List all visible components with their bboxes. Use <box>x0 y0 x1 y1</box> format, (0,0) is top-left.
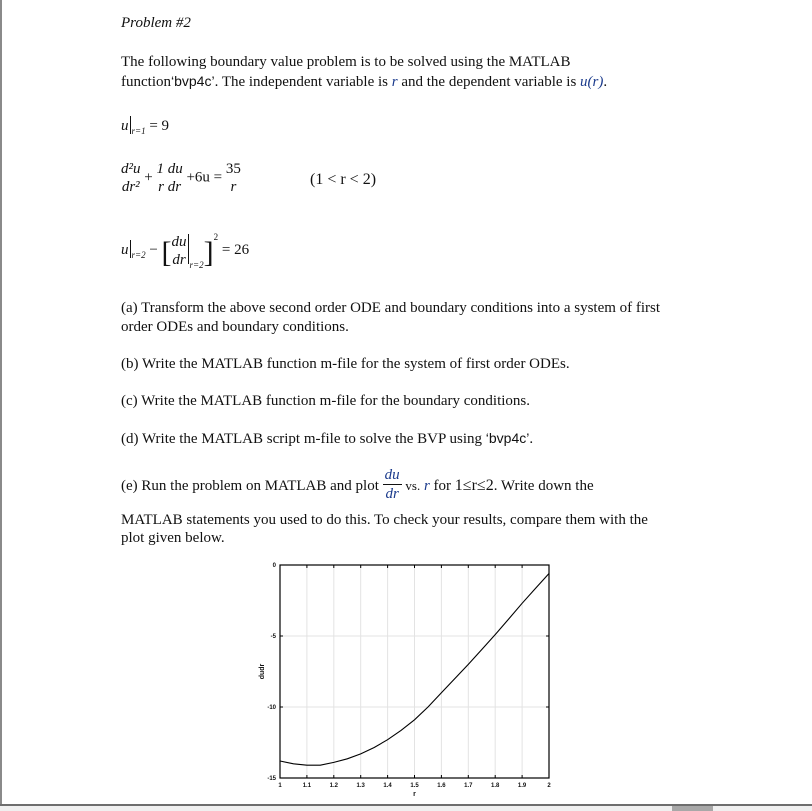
part-a-line-2: order ODEs and boundary conditions. <box>121 319 349 335</box>
independent-variable: r <box>391 74 398 90</box>
part-e-line-3: plot given below. <box>121 530 225 546</box>
x-tick-label: 2 <box>547 783 551 789</box>
x-tick-label: 1.8 <box>491 783 500 789</box>
dudr-plot <box>250 555 570 800</box>
intro-middle: . The independent variable is <box>214 74 389 90</box>
intro-line-1: The following boundary value problem is to be solved using the MATLAB <box>121 54 571 70</box>
x-axis-label: r <box>413 791 416 798</box>
boundary-condition-2: u $_{r=2}$ − [ du dr $_{r=2}$]$^2$ = 26 <box>121 232 250 270</box>
intro-middle-2: and the dependent variable is <box>401 74 577 90</box>
x-tick-label: 1.9 <box>517 783 527 789</box>
y-tick-label: -10 <box>267 705 276 711</box>
horizontal-scrollbar-thumb[interactable] <box>672 806 713 811</box>
bracket-fraction: du dr <box>171 233 187 268</box>
ode-equation <box>121 160 241 196</box>
term1-fraction: d²u dr² <box>121 161 141 195</box>
x-tick-label: 1.1 <box>302 783 312 789</box>
y-tick-label: -15 <box>267 776 276 782</box>
ode-domain: (1 < r < 2) <box>310 171 377 188</box>
boundary-condition-1 <box>121 116 169 136</box>
y-tick-label: 0 <box>272 563 276 569</box>
x-tick-label: 1 <box>278 783 282 789</box>
part-b: (b) Write the MATLAB function m-file for the system of first order ODEs. <box>121 356 570 372</box>
intro-end: . <box>603 74 608 90</box>
power: 2 <box>213 232 219 242</box>
y-axis-label: dudr <box>259 663 266 680</box>
x-tick-label: 1.5 <box>410 783 419 789</box>
intro-line-2 <box>121 72 607 91</box>
part-c: (c) Write the MATLAB function m-file for the boundary conditions. <box>121 393 531 409</box>
part-d: (d) Write the MATLAB script m-file to solve the BVP using ‘bvp4c’. <box>121 430 534 447</box>
dudr-fraction: $\frac{du}{dr}$ <box>384 467 400 502</box>
page-left-border <box>0 0 2 805</box>
bc1-lhs: u <box>121 118 129 134</box>
term3: +6u = <box>186 169 223 186</box>
term2-fraction: 1 du r dr <box>156 161 183 195</box>
r-range: 1≤r≤2 <box>454 477 494 494</box>
bc1-equals: = 9 <box>149 118 170 134</box>
bc2-equals: = 26 <box>221 242 250 258</box>
x-tick-label: 1.4 <box>383 783 392 789</box>
x-tick-label: 1.3 <box>356 783 365 789</box>
part-e-line-2: MATLAB statements you used to do this. To check your results, compare them with the <box>121 512 648 528</box>
function-name: ‘bvp4c’ <box>171 73 215 89</box>
bc2-eval: r=2 <box>131 250 146 260</box>
bc1-eval: r=1 <box>131 126 146 136</box>
x-tick-label: 1.6 <box>437 783 446 789</box>
bc2-lhs: u <box>121 242 129 258</box>
problem-title: Problem #2 <box>121 15 191 31</box>
plus-sign: + <box>144 169 153 186</box>
right-bracket: ] <box>203 236 214 269</box>
part-e-line-1: (e) Run the problem on MATLAB and plot $\frac{du}{dr}$ vs. r for 1≤r≤2. Write down the <box>121 467 594 502</box>
rhs-fraction: 35 r <box>225 161 241 195</box>
plot-svg <box>250 555 570 800</box>
intro-prefix: function <box>121 74 171 90</box>
x-tick-label: 1.7 <box>464 783 473 789</box>
x-tick-label: 1.2 <box>329 783 338 789</box>
part-a-line-1: (a) Transform the above second order ODE and boundary conditions into a system of first <box>121 300 661 316</box>
minus-sign: − <box>149 242 158 258</box>
left-bracket: [ <box>161 236 172 269</box>
bvp4c-name: ‘bvp4c’ <box>485 430 530 446</box>
y-tick-label: -5 <box>270 634 276 640</box>
dependent-variable: u(r) <box>580 74 604 90</box>
